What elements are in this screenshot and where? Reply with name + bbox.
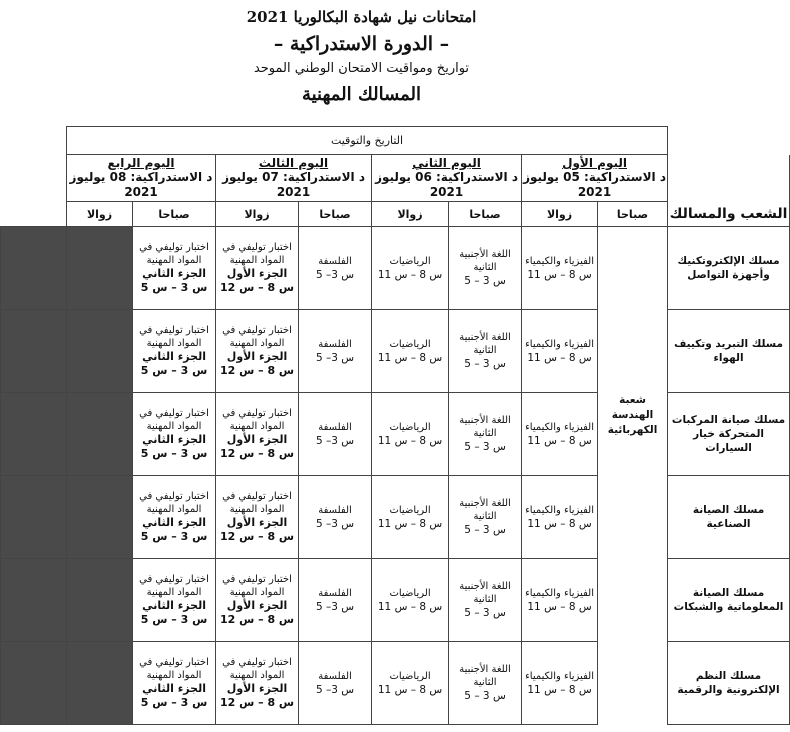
exam-time: س 3 – 5 <box>464 358 506 370</box>
day-2-year: 2021 <box>429 185 464 199</box>
day-4-year: 2021 <box>124 185 158 199</box>
day-2-morning-exam <box>372 559 449 642</box>
day-2-afternoon-exam <box>299 227 372 310</box>
exam-part: الجزء الأول <box>226 350 288 363</box>
day-1-name: اليوم الأول <box>562 156 627 170</box>
exam-part: الجزء الثاني <box>142 682 206 695</box>
exam-time: س 3– 5 <box>315 268 355 281</box>
exam-time: س 8 – س 11 <box>377 683 443 696</box>
exam-time: س 3 – س 5 <box>140 530 208 543</box>
exam-part: الجزء الأول <box>226 433 288 446</box>
exam-subject: اختبار توليفي في المواد المهنية <box>139 325 209 349</box>
exam-time: س 3 – 5 <box>464 524 506 536</box>
exam-part: الجزء الثاني <box>142 516 206 529</box>
exam-subject: الفيزياء والكيمياء <box>525 338 594 350</box>
day-4-afternoon-redacted <box>1 559 67 642</box>
day-2-afternoon-exam <box>299 642 372 725</box>
blank-corner-left <box>1 127 67 155</box>
path-name: مسلك صيانة المركبات المتحركة خيار السيارات <box>671 414 786 454</box>
schedule-row <box>1 310 790 393</box>
exam-subject: الرياضيات <box>389 587 431 599</box>
exam-subject: الفلسفة <box>318 670 352 682</box>
day-3-morning-exam <box>216 559 299 642</box>
day-4-date: د الاستدراكية: 08 يوليوز <box>69 170 213 184</box>
blank-corner <box>668 127 790 155</box>
schedule-subtitle: تواريخ ومواقيت الامتحان الوطني الموحد <box>253 61 470 76</box>
day-4-morning-redacted <box>67 227 133 310</box>
day-3-morning-exam <box>216 227 299 310</box>
exam-subject: اللغة الأجنبية الثانية <box>459 249 511 273</box>
exam-time: س 8 – س 12 <box>219 447 295 460</box>
exam-time: س 3 – س 5 <box>140 281 208 294</box>
branch-cell <box>598 227 668 725</box>
exam-subject: اللغة الأجنبية الثانية <box>459 415 511 439</box>
day-3-name: اليوم الثالث <box>258 156 329 170</box>
exam-time: س 8 – س 12 <box>219 281 295 294</box>
exam-part: الجزء الثاني <box>142 599 206 612</box>
exam-subject: الرياضيات <box>389 338 431 350</box>
exam-subject: الفيزياء والكيمياء <box>525 670 594 682</box>
day-4-afternoon-redacted <box>1 310 67 393</box>
exam-subject: الفلسفة <box>318 587 352 599</box>
exam-subject: اختبار توليفي في المواد المهنية <box>222 574 292 598</box>
day-1-afternoon-label: زوالا <box>522 202 598 227</box>
exam-subject: اللغة الأجنبية الثانية <box>459 498 511 522</box>
day-3-morning-exam <box>216 310 299 393</box>
day-1-morning-exam <box>522 559 598 642</box>
exam-subject: اللغة الأجنبية الثانية <box>459 664 511 688</box>
day-2-morning-exam <box>372 393 449 476</box>
exam-time: س 3– 5 <box>315 517 355 530</box>
day-3-morning-exam <box>216 642 299 725</box>
path-cell <box>668 476 790 559</box>
day-4-afternoon-redacted <box>1 476 67 559</box>
exam-time: س 3 – س 5 <box>140 696 208 709</box>
exam-subject: اللغة الأجنبية الثانية <box>459 581 511 605</box>
day-4-morning-label: صباحا <box>133 202 216 227</box>
day-4-afternoon-redacted <box>1 642 67 725</box>
day-3-afternoon-label: زوالا <box>216 202 299 227</box>
path-name: مسلك التبريد وتكييف الهواء <box>674 338 783 364</box>
path-name: مسلك الإلكتروتكنيك وأجهزة التواصل <box>677 255 780 281</box>
exam-time: س 3 – 5 <box>464 607 506 619</box>
exam-time: س 8 – س 12 <box>219 613 295 626</box>
day-1-morning-exam <box>522 393 598 476</box>
schedule-row <box>1 227 790 310</box>
exam-subject: الرياضيات <box>389 670 431 682</box>
exam-subject: الرياضيات <box>389 421 431 433</box>
day-2-date: د الاستدراكية: 06 يوليوز <box>375 170 518 184</box>
day-4-morning-redacted <box>67 310 133 393</box>
exam-time: س 8 – س 11 <box>527 517 592 530</box>
day-3-morning-exam <box>216 393 299 476</box>
exam-time: س 3– 5 <box>315 683 355 696</box>
day-1-afternoon-exam <box>449 476 522 559</box>
exam-subject: اختبار توليفي في المواد المهنية <box>139 408 209 432</box>
day-2-morning-exam <box>372 310 449 393</box>
day-3-afternoon-exam <box>133 642 216 725</box>
path-name: مسلك الصيانة الصناعية <box>692 504 765 530</box>
exam-time: س 8 – س 12 <box>219 696 295 709</box>
path-cell <box>668 310 790 393</box>
exam-time: س 3 – س 5 <box>140 447 208 460</box>
exam-subject: الرياضيات <box>389 255 431 267</box>
day-1-morning-exam <box>522 310 598 393</box>
day-4-name: اليوم الرابع <box>107 156 175 170</box>
exam-subject: اختبار توليفي في المواد المهنية <box>222 491 292 515</box>
path-name: مسلك النظم الإلكترونية والرقمية <box>677 670 780 696</box>
day-3-morning-label: صباحا <box>299 202 372 227</box>
path-cell <box>668 227 790 310</box>
exam-subject: اللغة الأجنبية الثانية <box>459 332 511 356</box>
exam-subject: الفلسفة <box>318 504 352 516</box>
schedule-row <box>1 559 790 642</box>
schedule-table <box>0 126 790 725</box>
day-1-afternoon-exam <box>449 310 522 393</box>
exam-subject: الفلسفة <box>318 338 352 350</box>
path-name: مسلك الصيانة المعلوماتية والشبكات <box>673 587 784 613</box>
branches-header-cell <box>668 155 790 227</box>
day-2-afternoon-exam <box>299 559 372 642</box>
exam-time: س 8 – س 11 <box>377 434 443 447</box>
day-3-afternoon-exam <box>133 310 216 393</box>
exam-part: الجزء الأول <box>226 682 288 695</box>
exam-time: س 8 – س 11 <box>377 351 443 364</box>
day-1-afternoon-exam <box>449 642 522 725</box>
branch-name: شعبة الهندسة الكهربائية <box>607 394 658 437</box>
exam-time: س 8 – س 11 <box>527 683 592 696</box>
title-row <box>1 127 790 155</box>
exam-subject: الفيزياء والكيمياء <box>525 504 594 516</box>
exam-part: الجزء الثاني <box>142 433 206 446</box>
day-1-date: د الاستدراكية: 05 يوليوز <box>523 170 666 184</box>
exam-subject: الفلسفة <box>318 421 352 433</box>
exam-time: س 8 – س 11 <box>377 600 443 613</box>
exam-time: س 8 – س 11 <box>527 600 592 613</box>
date-time-heading: التاريخ والتوقيت <box>67 127 668 155</box>
day-1-cell <box>522 155 668 202</box>
exam-time: س 3– 5 <box>315 600 355 613</box>
path-cell <box>668 559 790 642</box>
exam-time: س 3 – س 5 <box>140 364 208 377</box>
exam-subject: الفيزياء والكيمياء <box>525 255 594 267</box>
day-1-morning-exam <box>522 642 598 725</box>
session-title: – الدورة الاستدراكية – <box>273 33 450 55</box>
day-2-morning-exam <box>372 227 449 310</box>
day-3-date: د الاستدراكية: 07 يوليوز <box>222 170 365 184</box>
exam-time: س 8 – س 12 <box>219 530 295 543</box>
exam-part: الجزء الثاني <box>142 267 206 280</box>
day-2-name: اليوم الثاني <box>412 156 481 170</box>
day-2-morning-exam <box>372 642 449 725</box>
day-4-morning-redacted <box>67 476 133 559</box>
day-1-morning-label: صباحا <box>598 202 668 227</box>
day-2-cell <box>372 155 522 202</box>
exam-subject: اختبار توليفي في المواد المهنية <box>222 325 292 349</box>
day-4-afternoon-redacted <box>1 227 67 310</box>
day-3-cell <box>216 155 372 202</box>
day-2-afternoon-label: زوالا <box>372 202 449 227</box>
exam-part: الجزء الأول <box>226 516 288 529</box>
exam-title: امتحانات نيل شهادة البكالوريا 2021 <box>246 8 477 26</box>
day-4-morning-redacted <box>67 393 133 476</box>
exam-subject: اختبار توليفي في المواد المهنية <box>222 242 292 266</box>
day-1-morning-exam <box>522 476 598 559</box>
exam-time: س 8 – س 11 <box>527 434 592 447</box>
exam-part: الجزء الأول <box>226 599 288 612</box>
branches-header: الشعب والمسالك <box>669 206 788 222</box>
exam-subject: اختبار توليفي في المواد المهنية <box>139 657 209 681</box>
day-4-morning-redacted <box>67 642 133 725</box>
exam-time: س 8 – س 11 <box>377 268 443 281</box>
exam-subject: اختبار توليفي في المواد المهنية <box>139 491 209 515</box>
day-1-afternoon-exam <box>449 393 522 476</box>
exam-subject: اختبار توليفي في المواد المهنية <box>139 242 209 266</box>
day-1-morning-exam <box>522 227 598 310</box>
exam-subject: اختبار توليفي في المواد المهنية <box>222 657 292 681</box>
exam-time: س 3 – 5 <box>464 275 506 287</box>
exam-time: س 8 – س 12 <box>219 364 295 377</box>
exam-time: س 8 – س 11 <box>527 351 592 364</box>
day-4-afternoon-label: زوالا <box>67 202 133 227</box>
day-3-morning-exam <box>216 476 299 559</box>
path-cell <box>668 393 790 476</box>
exam-time: س 3 – س 5 <box>140 613 208 626</box>
exam-time: س 8 – س 11 <box>377 517 443 530</box>
day-3-year: 2021 <box>276 185 311 199</box>
exam-part: الجزء الأول <box>226 267 288 280</box>
day-4-afternoon-redacted <box>1 393 67 476</box>
day-3-afternoon-exam <box>133 227 216 310</box>
day-4-cell <box>67 155 216 202</box>
day-1-afternoon-exam <box>449 227 522 310</box>
day-3-afternoon-exam <box>133 476 216 559</box>
exam-subject: الرياضيات <box>389 504 431 516</box>
schedule-row <box>1 476 790 559</box>
exam-time: س 8 – س 11 <box>527 268 592 281</box>
schedule-row <box>1 393 790 476</box>
exam-subject: الفيزياء والكيمياء <box>525 421 594 433</box>
day-2-morning-exam <box>372 476 449 559</box>
schedule-row <box>1 642 790 725</box>
day-2-morning-label: صباحا <box>449 202 522 227</box>
day-1-year: 2021 <box>577 185 612 199</box>
path-cell <box>668 642 790 725</box>
exam-time: س 3 – 5 <box>464 441 506 453</box>
exam-subject: اختبار توليفي في المواد المهنية <box>222 408 292 432</box>
exam-time: س 3– 5 <box>315 434 355 447</box>
day-3-afternoon-exam <box>133 393 216 476</box>
day-2-afternoon-exam <box>299 476 372 559</box>
exam-subject: الفلسفة <box>318 255 352 267</box>
day-2-afternoon-exam <box>299 310 372 393</box>
day-3-afternoon-exam <box>133 559 216 642</box>
exam-time: س 3– 5 <box>315 351 355 364</box>
days-row <box>1 155 790 202</box>
day-2-afternoon-exam <box>299 393 372 476</box>
exam-subject: الفيزياء والكيمياء <box>525 587 594 599</box>
exam-time: س 3 – 5 <box>464 690 506 702</box>
day-1-afternoon-exam <box>449 559 522 642</box>
exam-subject: اختبار توليفي في المواد المهنية <box>139 574 209 598</box>
track-title: المسالك المهنية <box>301 84 422 105</box>
day-4-morning-redacted <box>67 559 133 642</box>
exam-part: الجزء الثاني <box>142 350 206 363</box>
